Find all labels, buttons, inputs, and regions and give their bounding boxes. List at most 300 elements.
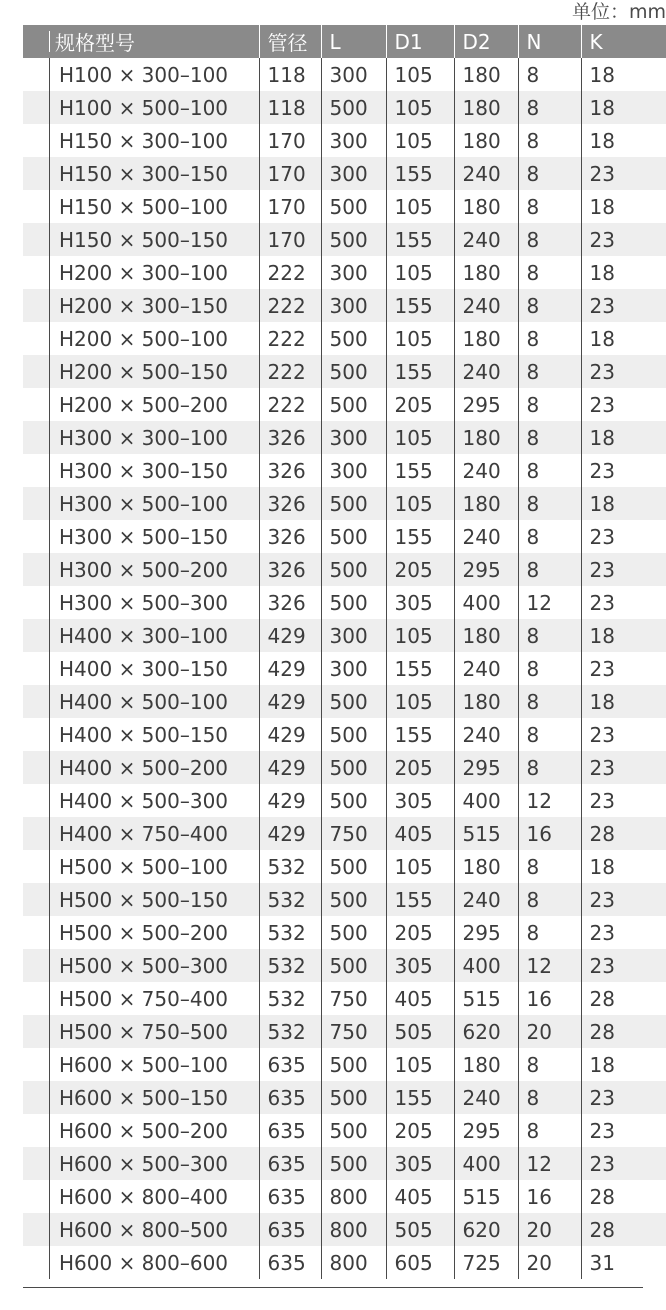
- table-row: [23, 916, 666, 949]
- cell-k: 23: [581, 1114, 666, 1147]
- cell-d2: 180: [454, 1048, 518, 1081]
- cell-model: H600 × 500–300: [23, 1147, 259, 1180]
- cell-model: H100 × 300–100: [23, 58, 259, 91]
- header-d1: D1: [386, 25, 454, 58]
- cell-d1: 405: [386, 1180, 454, 1213]
- cell-pipe-diameter: 635: [259, 1246, 321, 1279]
- cell-d2: 240: [454, 718, 518, 751]
- cell-d1: 505: [386, 1015, 454, 1048]
- cell-d2: 515: [454, 1180, 518, 1213]
- cell-n: 8: [518, 355, 581, 388]
- cell-d1: 105: [386, 850, 454, 883]
- cell-d1: 155: [386, 520, 454, 553]
- cell-model: H200 × 500–150: [23, 355, 259, 388]
- cell-model: H200 × 500–100: [23, 322, 259, 355]
- cell-l: 500: [321, 91, 386, 124]
- cell-d1: 205: [386, 751, 454, 784]
- cell-k: 23: [581, 586, 666, 619]
- cell-n: 8: [518, 553, 581, 586]
- cell-d2: 240: [454, 157, 518, 190]
- cell-d1: 155: [386, 355, 454, 388]
- cell-model: H400 × 500–300: [23, 784, 259, 817]
- cell-d1: 105: [386, 619, 454, 652]
- cell-pipe-diameter: 170: [259, 223, 321, 256]
- cell-n: 8: [518, 322, 581, 355]
- cell-pipe-diameter: 170: [259, 190, 321, 223]
- cell-d1: 155: [386, 157, 454, 190]
- cell-k: 18: [581, 190, 666, 223]
- cell-model: H150 × 500–100: [23, 190, 259, 223]
- cell-d1: 105: [386, 421, 454, 454]
- cell-d1: 155: [386, 223, 454, 256]
- cell-l: 500: [321, 784, 386, 817]
- cell-pipe-diameter: 532: [259, 883, 321, 916]
- cell-l: 750: [321, 1015, 386, 1048]
- cell-pipe-diameter: 429: [259, 817, 321, 850]
- cell-k: 23: [581, 355, 666, 388]
- table-row: [23, 1213, 666, 1246]
- cell-l: 500: [321, 487, 386, 520]
- table-row: [23, 1081, 666, 1114]
- cell-n: 8: [518, 619, 581, 652]
- header-row: [23, 25, 666, 58]
- cell-d2: 725: [454, 1246, 518, 1279]
- cell-d1: 305: [386, 784, 454, 817]
- cell-n: 8: [518, 1081, 581, 1114]
- cell-n: 20: [518, 1015, 581, 1048]
- cell-model: H600 × 800–400: [23, 1180, 259, 1213]
- cell-k: 23: [581, 949, 666, 982]
- table-row: [23, 1246, 666, 1279]
- table-row: [23, 388, 666, 421]
- cell-d1: 305: [386, 1147, 454, 1180]
- cell-l: 300: [321, 421, 386, 454]
- cell-d1: 205: [386, 388, 454, 421]
- cell-model: H400 × 500–100: [23, 685, 259, 718]
- cell-n: 8: [518, 487, 581, 520]
- cell-k: 18: [581, 256, 666, 289]
- cell-k: 23: [581, 388, 666, 421]
- cell-l: 300: [321, 256, 386, 289]
- cell-pipe-diameter: 222: [259, 322, 321, 355]
- cell-n: 8: [518, 1114, 581, 1147]
- cell-d2: 180: [454, 619, 518, 652]
- cell-pipe-diameter: 635: [259, 1081, 321, 1114]
- cell-d2: 400: [454, 784, 518, 817]
- table-row: [23, 1180, 666, 1213]
- cell-pipe-diameter: 635: [259, 1180, 321, 1213]
- header-l: L: [321, 25, 386, 58]
- cell-pipe-diameter: 222: [259, 355, 321, 388]
- cell-n: 20: [518, 1246, 581, 1279]
- table-row: [23, 322, 666, 355]
- cell-d1: 155: [386, 883, 454, 916]
- cell-l: 500: [321, 718, 386, 751]
- table-row: [23, 355, 666, 388]
- table-row: [23, 157, 666, 190]
- cell-k: 23: [581, 289, 666, 322]
- cell-d1: 105: [386, 124, 454, 157]
- cell-l: 800: [321, 1246, 386, 1279]
- cell-d2: 180: [454, 487, 518, 520]
- cell-l: 800: [321, 1180, 386, 1213]
- header-n: N: [518, 25, 581, 58]
- cell-d2: 240: [454, 1081, 518, 1114]
- cell-n: 8: [518, 388, 581, 421]
- cell-d1: 105: [386, 190, 454, 223]
- cell-l: 500: [321, 520, 386, 553]
- cell-model: H400 × 300–150: [23, 652, 259, 685]
- table-row: [23, 619, 666, 652]
- cell-pipe-diameter: 532: [259, 1015, 321, 1048]
- cell-k: 23: [581, 223, 666, 256]
- cell-d2: 240: [454, 223, 518, 256]
- cell-n: 8: [518, 718, 581, 751]
- cell-pipe-diameter: 222: [259, 256, 321, 289]
- cell-d2: 180: [454, 850, 518, 883]
- cell-pipe-diameter: 532: [259, 850, 321, 883]
- table-row: [23, 223, 666, 256]
- cell-l: 500: [321, 1048, 386, 1081]
- cell-k: 23: [581, 916, 666, 949]
- cell-k: 18: [581, 421, 666, 454]
- cell-l: 500: [321, 1114, 386, 1147]
- cell-pipe-diameter: 429: [259, 619, 321, 652]
- cell-l: 800: [321, 1213, 386, 1246]
- table-row: [23, 421, 666, 454]
- cell-d2: 180: [454, 58, 518, 91]
- cell-model: H600 × 500–200: [23, 1114, 259, 1147]
- cell-d2: 515: [454, 817, 518, 850]
- cell-l: 300: [321, 124, 386, 157]
- header-d2: D2: [454, 25, 518, 58]
- cell-l: 500: [321, 1081, 386, 1114]
- spec-table: [23, 25, 666, 1279]
- cell-d1: 105: [386, 256, 454, 289]
- cell-k: 18: [581, 124, 666, 157]
- cell-l: 500: [321, 190, 386, 223]
- cell-l: 300: [321, 454, 386, 487]
- cell-model: H400 × 750–400: [23, 817, 259, 850]
- table-row: [23, 1147, 666, 1180]
- cell-model: H500 × 500–150: [23, 883, 259, 916]
- cell-d1: 105: [386, 322, 454, 355]
- cell-d1: 105: [386, 685, 454, 718]
- cell-n: 8: [518, 454, 581, 487]
- cell-pipe-diameter: 635: [259, 1048, 321, 1081]
- cell-n: 8: [518, 421, 581, 454]
- cell-d2: 620: [454, 1015, 518, 1048]
- cell-d1: 605: [386, 1246, 454, 1279]
- cell-k: 31: [581, 1246, 666, 1279]
- cell-n: 12: [518, 784, 581, 817]
- cell-d2: 180: [454, 91, 518, 124]
- cell-d2: 295: [454, 553, 518, 586]
- cell-pipe-diameter: 429: [259, 652, 321, 685]
- cell-k: 23: [581, 718, 666, 751]
- cell-d1: 155: [386, 454, 454, 487]
- table-row: [23, 850, 666, 883]
- cell-l: 300: [321, 619, 386, 652]
- cell-d1: 155: [386, 1081, 454, 1114]
- cell-k: 28: [581, 1015, 666, 1048]
- cell-n: 8: [518, 124, 581, 157]
- cell-d2: 240: [454, 883, 518, 916]
- cell-pipe-diameter: 170: [259, 124, 321, 157]
- cell-d1: 205: [386, 553, 454, 586]
- cell-pipe-diameter: 326: [259, 586, 321, 619]
- table-row: [23, 751, 666, 784]
- cell-model: H600 × 500–150: [23, 1081, 259, 1114]
- cell-d1: 505: [386, 1213, 454, 1246]
- table-row: [23, 256, 666, 289]
- cell-model: H400 × 500–150: [23, 718, 259, 751]
- unit-label: 单位：mm: [571, 1, 666, 23]
- table-row: [23, 652, 666, 685]
- header-k: K: [581, 25, 666, 58]
- cell-model: H150 × 500–150: [23, 223, 259, 256]
- cell-n: 12: [518, 1147, 581, 1180]
- cell-model: H300 × 300–150: [23, 454, 259, 487]
- table-row: [23, 982, 666, 1015]
- cell-model: H300 × 300–100: [23, 421, 259, 454]
- cell-n: 8: [518, 883, 581, 916]
- cell-d2: 180: [454, 124, 518, 157]
- cell-l: 500: [321, 949, 386, 982]
- table-row: [23, 454, 666, 487]
- cell-l: 500: [321, 553, 386, 586]
- cell-d1: 405: [386, 817, 454, 850]
- cell-n: 8: [518, 157, 581, 190]
- cell-k: 18: [581, 685, 666, 718]
- cell-model: H300 × 500–200: [23, 553, 259, 586]
- cell-l: 500: [321, 850, 386, 883]
- cell-pipe-diameter: 326: [259, 421, 321, 454]
- cell-pipe-diameter: 326: [259, 553, 321, 586]
- cell-d2: 180: [454, 685, 518, 718]
- cell-n: 20: [518, 1213, 581, 1246]
- cell-k: 18: [581, 58, 666, 91]
- table-row: [23, 520, 666, 553]
- cell-n: 8: [518, 850, 581, 883]
- cell-d2: 180: [454, 421, 518, 454]
- table-row: [23, 124, 666, 157]
- cell-pipe-diameter: 118: [259, 58, 321, 91]
- table-row: [23, 58, 666, 91]
- cell-d2: 240: [454, 355, 518, 388]
- cell-l: 300: [321, 652, 386, 685]
- cell-model: H600 × 500–100: [23, 1048, 259, 1081]
- cell-k: 18: [581, 850, 666, 883]
- cell-n: 12: [518, 949, 581, 982]
- cell-l: 300: [321, 289, 386, 322]
- cell-k: 28: [581, 817, 666, 850]
- cell-pipe-diameter: 635: [259, 1147, 321, 1180]
- cell-l: 500: [321, 1147, 386, 1180]
- cell-k: 23: [581, 1081, 666, 1114]
- cell-n: 8: [518, 58, 581, 91]
- table-row: [23, 553, 666, 586]
- cell-d2: 400: [454, 586, 518, 619]
- cell-l: 500: [321, 685, 386, 718]
- cell-d2: 515: [454, 982, 518, 1015]
- cell-n: 8: [518, 223, 581, 256]
- cell-d1: 305: [386, 949, 454, 982]
- cell-pipe-diameter: 532: [259, 916, 321, 949]
- cell-k: 23: [581, 520, 666, 553]
- cell-d1: 305: [386, 586, 454, 619]
- cell-n: 8: [518, 685, 581, 718]
- cell-n: 8: [518, 751, 581, 784]
- cell-model: H200 × 500–200: [23, 388, 259, 421]
- cell-k: 23: [581, 157, 666, 190]
- cell-n: 16: [518, 817, 581, 850]
- cell-model: H150 × 300–150: [23, 157, 259, 190]
- table-row: [23, 586, 666, 619]
- cell-pipe-diameter: 326: [259, 520, 321, 553]
- header-model: 规格型号: [23, 25, 259, 58]
- cell-d1: 155: [386, 652, 454, 685]
- cell-k: 18: [581, 619, 666, 652]
- cell-pipe-diameter: 635: [259, 1213, 321, 1246]
- cell-pipe-diameter: 118: [259, 91, 321, 124]
- cell-model: H300 × 500–100: [23, 487, 259, 520]
- cell-k: 23: [581, 751, 666, 784]
- table-row: [23, 190, 666, 223]
- cell-model: H500 × 750–500: [23, 1015, 259, 1048]
- cell-model: H500 × 500–100: [23, 850, 259, 883]
- cell-d1: 205: [386, 916, 454, 949]
- cell-n: 12: [518, 586, 581, 619]
- cell-pipe-diameter: 429: [259, 751, 321, 784]
- cell-model: H300 × 500–300: [23, 586, 259, 619]
- cell-pipe-diameter: 222: [259, 388, 321, 421]
- cell-model: H400 × 300–100: [23, 619, 259, 652]
- cell-k: 28: [581, 1180, 666, 1213]
- cell-k: 23: [581, 1147, 666, 1180]
- cell-pipe-diameter: 222: [259, 289, 321, 322]
- cell-k: 18: [581, 1048, 666, 1081]
- cell-l: 500: [321, 322, 386, 355]
- cell-model: H200 × 300–150: [23, 289, 259, 322]
- cell-d2: 400: [454, 949, 518, 982]
- table-row: [23, 883, 666, 916]
- table-row: [23, 1114, 666, 1147]
- cell-k: 23: [581, 553, 666, 586]
- table-row: [23, 91, 666, 124]
- cell-d1: 155: [386, 718, 454, 751]
- table-header: [23, 25, 666, 58]
- cell-n: 8: [518, 652, 581, 685]
- cell-d2: 295: [454, 388, 518, 421]
- cell-l: 500: [321, 388, 386, 421]
- cell-model: H500 × 750–400: [23, 982, 259, 1015]
- cell-model: H500 × 500–300: [23, 949, 259, 982]
- cell-k: 18: [581, 322, 666, 355]
- cell-model: H150 × 300–100: [23, 124, 259, 157]
- header-pipe-diameter: 管径: [259, 25, 321, 58]
- table-row: [23, 817, 666, 850]
- cell-d1: 105: [386, 487, 454, 520]
- cell-model: H300 × 500–150: [23, 520, 259, 553]
- cell-pipe-diameter: 326: [259, 454, 321, 487]
- cell-d1: 105: [386, 1048, 454, 1081]
- cell-l: 500: [321, 883, 386, 916]
- cell-l: 300: [321, 58, 386, 91]
- cell-n: 8: [518, 91, 581, 124]
- cell-d2: 620: [454, 1213, 518, 1246]
- table-row: [23, 487, 666, 520]
- cell-d2: 295: [454, 1114, 518, 1147]
- cell-l: 500: [321, 586, 386, 619]
- cell-l: 300: [321, 157, 386, 190]
- cell-d2: 400: [454, 1147, 518, 1180]
- cell-n: 8: [518, 256, 581, 289]
- table-row: [23, 1048, 666, 1081]
- cell-n: 8: [518, 520, 581, 553]
- cell-pipe-diameter: 532: [259, 949, 321, 982]
- cell-d1: 105: [386, 91, 454, 124]
- cell-d2: 180: [454, 322, 518, 355]
- cell-pipe-diameter: 429: [259, 784, 321, 817]
- cell-l: 500: [321, 223, 386, 256]
- cell-d1: 205: [386, 1114, 454, 1147]
- cell-l: 750: [321, 817, 386, 850]
- cell-model: H400 × 500–200: [23, 751, 259, 784]
- cell-d2: 295: [454, 916, 518, 949]
- cell-d2: 180: [454, 190, 518, 223]
- table-body: [23, 58, 666, 1279]
- cell-k: 28: [581, 982, 666, 1015]
- cell-k: 23: [581, 652, 666, 685]
- cell-model: H600 × 800–600: [23, 1246, 259, 1279]
- cell-d1: 105: [386, 58, 454, 91]
- table-row: [23, 949, 666, 982]
- cell-pipe-diameter: 170: [259, 157, 321, 190]
- bottom-rule: [23, 1287, 643, 1288]
- cell-pipe-diameter: 532: [259, 982, 321, 1015]
- cell-k: 18: [581, 487, 666, 520]
- table-row: [23, 685, 666, 718]
- cell-d2: 240: [454, 652, 518, 685]
- cell-pipe-diameter: 429: [259, 685, 321, 718]
- cell-d2: 240: [454, 289, 518, 322]
- cell-l: 500: [321, 751, 386, 784]
- cell-n: 16: [518, 982, 581, 1015]
- cell-l: 750: [321, 982, 386, 1015]
- cell-k: 23: [581, 883, 666, 916]
- cell-n: 16: [518, 1180, 581, 1213]
- table-row: [23, 289, 666, 322]
- cell-d2: 240: [454, 454, 518, 487]
- cell-n: 8: [518, 190, 581, 223]
- cell-pipe-diameter: 326: [259, 487, 321, 520]
- cell-d1: 155: [386, 289, 454, 322]
- cell-k: 28: [581, 1213, 666, 1246]
- cell-d2: 295: [454, 751, 518, 784]
- cell-model: H200 × 300–100: [23, 256, 259, 289]
- cell-k: 23: [581, 454, 666, 487]
- table-row: [23, 784, 666, 817]
- table-row: [23, 718, 666, 751]
- cell-d2: 180: [454, 256, 518, 289]
- cell-model: H600 × 800–500: [23, 1213, 259, 1246]
- cell-d1: 405: [386, 982, 454, 1015]
- cell-k: 23: [581, 784, 666, 817]
- table-row: [23, 1015, 666, 1048]
- cell-pipe-diameter: 635: [259, 1114, 321, 1147]
- cell-model: H100 × 500–100: [23, 91, 259, 124]
